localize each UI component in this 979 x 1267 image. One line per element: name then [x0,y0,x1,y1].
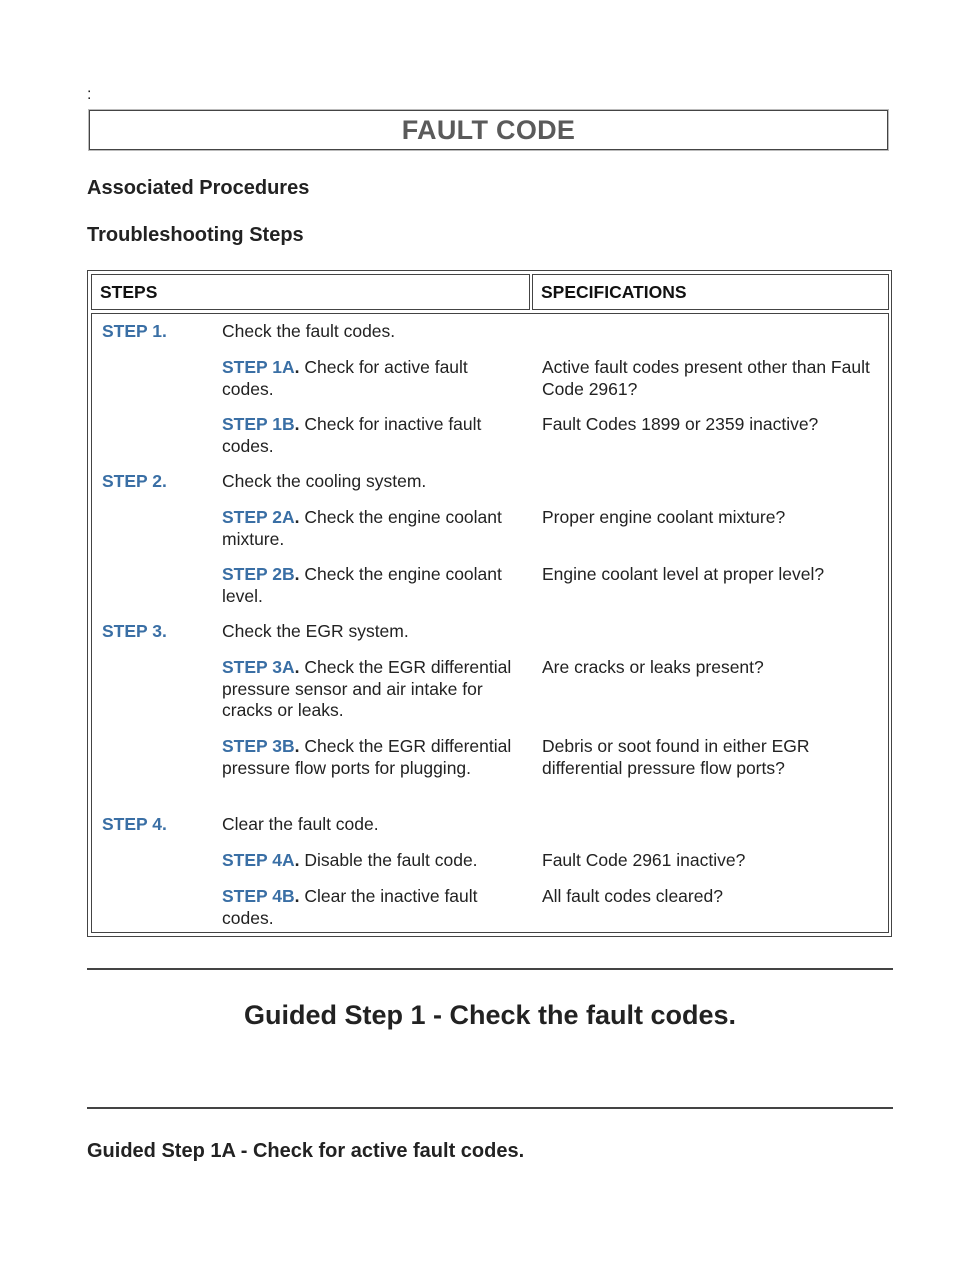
spec-text: Debris or soot found in either EGR differential pressure flow ports? [542,736,810,778]
substep-text: Check the engine coolant mixture. [222,507,502,549]
substep-3b: STEP 3B. Check the EGR differential pressure flow ports for plugging. [222,736,512,778]
step-text: Check the EGR system. [222,621,409,641]
spec-text: Engine coolant level at proper level? [542,564,825,584]
substep-link-1b[interactable]: STEP 1B [222,414,295,434]
page-title: FAULT CODE [401,114,576,145]
column-header-steps: STEPS [91,274,530,310]
spec-text: Are cracks or leaks present? [542,657,764,677]
substep-text: Check the engine coolant level. [222,564,502,606]
substep-3a: STEP 3A. Check the EGR differential pressure sensor and air intake for cracks or leaks. [222,657,512,720]
guided-step-1a-heading: Guided Step 1A - Check for active fault codes. [87,1140,525,1162]
substep-link-3a[interactable]: STEP 3A [222,657,295,677]
substep-text: Disable the fault code. [304,850,478,870]
step-text: Check the cooling system. [222,471,427,491]
step-link-4[interactable]: STEP 4. [102,814,167,834]
substep-2a: STEP 2A. Check the engine coolant mixture. [222,507,502,549]
step-text: Clear the fault code. [222,814,379,834]
step-text: Check the fault codes. [222,321,396,341]
divider [87,968,893,970]
substep-link-3b[interactable]: STEP 3B [222,736,295,756]
substep-link-4b[interactable]: STEP 4B [222,886,295,906]
spec-text: Proper engine coolant mixture? [542,507,786,527]
substep-1a: STEP 1A. Check for active fault codes. [222,357,468,399]
substep-2b: STEP 2B. Check the engine coolant level. [222,564,502,606]
column-header-specifications: SPECIFICATIONS [532,274,889,310]
substep-1b: STEP 1B. Check for inactive fault codes. [222,414,482,456]
substep-text: Check the EGR differential pressure flow ports for plugging. [222,736,512,778]
substep-link-1a[interactable]: STEP 1A [222,357,295,377]
spec-text: Fault Code 2961 inactive? [542,850,746,870]
substep-text: Check the EGR differential pressure sensor and air intake for cracks or leaks. [222,657,512,720]
substep-text: Check for active fault codes. [222,357,468,399]
substep-link-2a[interactable]: STEP 2A [222,507,295,527]
substep-link-4a[interactable]: STEP 4A [222,850,295,870]
substep-4b: STEP 4B. Clear the inactive fault codes. [222,886,478,928]
step-link-2[interactable]: STEP 2. [102,471,167,491]
troubleshooting-steps-heading: Troubleshooting Steps [87,224,304,246]
step-link-3[interactable]: STEP 3. [102,621,167,641]
spec-text: All fault codes cleared? [542,886,723,906]
associated-procedures-heading: Associated Procedures [87,177,310,199]
substep-text: Check for inactive fault codes. [222,414,482,456]
table-body [91,313,889,933]
fault-code-title-box [89,110,888,150]
substep-text: Clear the inactive fault codes. [222,886,478,928]
substep-4a: STEP 4A. Disable the fault code. [222,850,478,870]
substep-link-2b[interactable]: STEP 2B [222,564,295,584]
divider [87,1107,893,1109]
step-link-1[interactable]: STEP 1. [102,321,167,341]
spec-text: Active fault codes present other than Fault Code 2961? [542,357,870,399]
troubleshooting-table [87,270,892,937]
guided-step-1-heading: Guided Step 1 - Check the fault codes. [243,1000,737,1030]
spec-text: Fault Codes 1899 or 2359 inactive? [542,414,819,434]
header-prefix: : [87,86,92,103]
